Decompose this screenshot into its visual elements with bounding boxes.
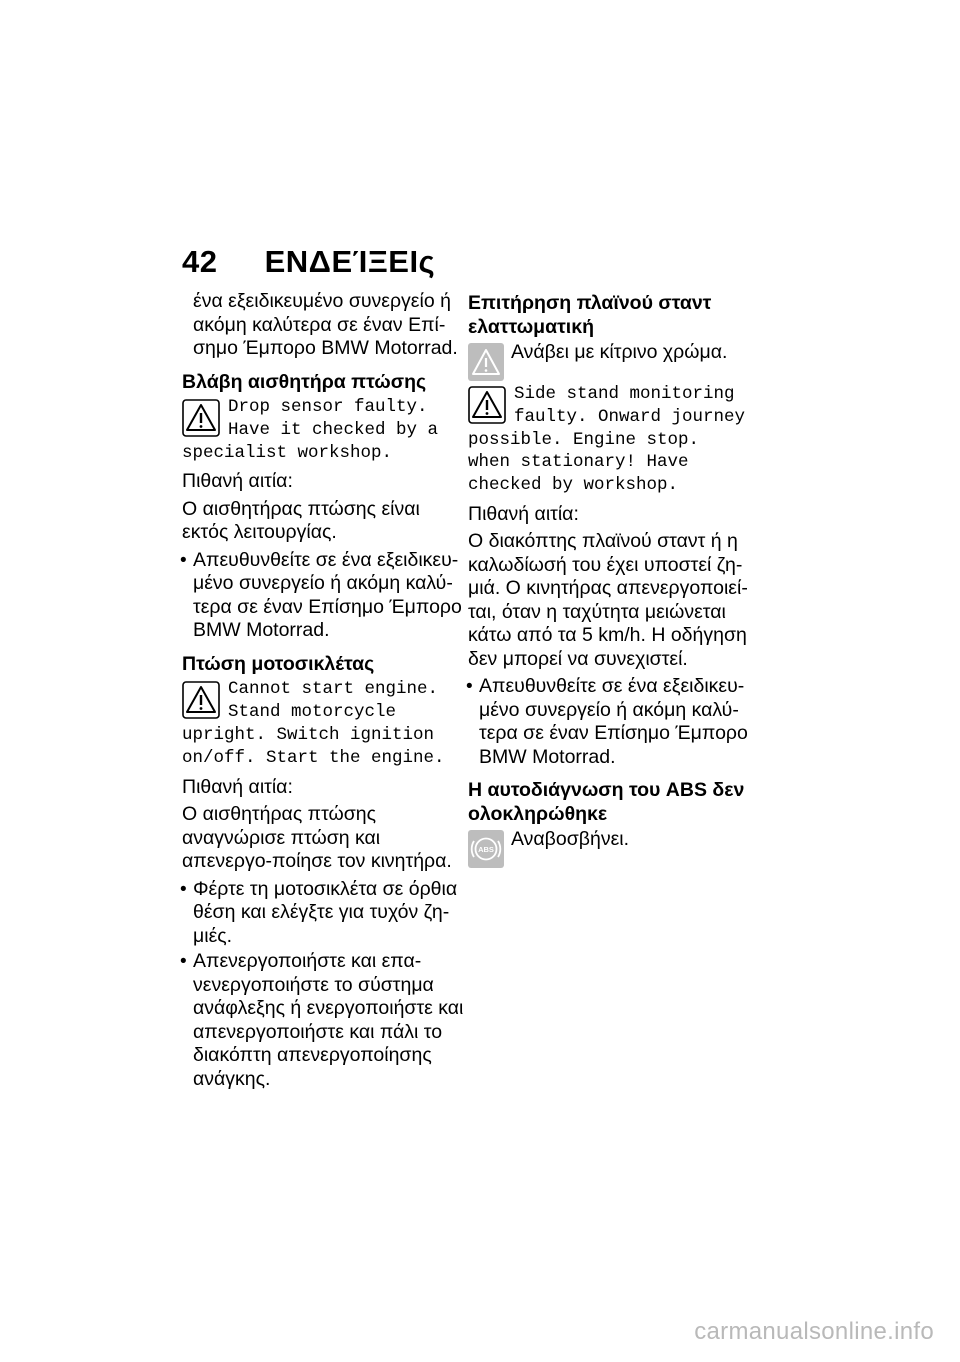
warning-light-icon <box>468 343 504 381</box>
cause-label: Πιθανή αιτία: <box>182 775 293 798</box>
fall-message: Cannot start engine. Stand motorcycle upright. Switch ignition on/off. Start the engine. <box>182 679 445 768</box>
cause-text: Ο διακόπτης πλαϊνού σταντ ή η καλωδίωσή του έχει υποστεί ζη-μιά. Ο κινητήρας απενεργοποιεί-ται, όταν η ταχύτητα μειώνεται κάτω από τα 5 km/h. Η οδήγηση δεν μπορεί να συνεχιστεί. <box>468 530 748 670</box>
action-list <box>182 549 464 643</box>
action-list <box>182 878 464 1092</box>
svg-text:ABS: ABS <box>478 845 494 855</box>
warning-triangle-icon <box>182 399 220 437</box>
watermark: carmanualsonline.info <box>694 1318 934 1345</box>
list-item: • Απευθυνθείτε σε ένα εξειδικευ-μένο συνεργείο ή ακόμη καλύ-τερα σε έναν Επίσημο Έμπορο BMW Motorrad. <box>468 675 750 769</box>
abs-heading: Η αυτοδιάγνωση του ABS δεν ολοκληρώθηκε <box>468 779 745 825</box>
page-number: 42 <box>182 244 218 279</box>
cause-label: Πιθανή αιτία: <box>468 502 579 525</box>
warning-triangle-icon <box>468 386 506 424</box>
side-stand-light: Ανάβει με κίτρινο χρώμα. <box>468 341 750 365</box>
drop-sensor-heading: Βλάβη αισθητήρα πτώσης <box>182 370 427 393</box>
cause-text: Ο αισθητήρας πτώσης αναγνώρισε πτώση και απενεργο-ποίησε τον κινητήρα. <box>182 803 452 873</box>
action-list <box>468 675 750 769</box>
list-item: • Απενεργοποιήστε και επα-νενεργοποιήστε το σύστημα ανάφλεξης ή ενεργοποιήστε και απενεργοποιήστε και πάλι το διακόπτη απενεργοποίησης ανάγκης. <box>182 950 464 1091</box>
right-column <box>468 290 750 870</box>
warning-triangle-icon <box>182 681 220 719</box>
list-item: • Φέρτε τη μοτοσικλέτα σε όρθια θέση και ελέγξτε για τυχόν ζη-μιές. <box>182 878 464 949</box>
list-item: • Απευθυνθείτε σε ένα εξειδικευ-μένο συνεργείο ή ακόμη καλύ-τερα σε έναν Επίσημο Έμπορο BMW Motorrad. <box>182 549 464 643</box>
side-stand-message: Side stand monitoring faulty. Onward journey possible. Engine stop. when stationary! Have checked by workshop. <box>468 384 746 496</box>
page-header <box>182 244 435 280</box>
intro-text: ένα εξειδικευμένο συνεργείο ή ακόμη καλύτερα σε έναν Επί-σημο Έμπορο BMW Motorrad. <box>193 290 458 359</box>
fall-heading: Πτώση μοτοσικλέτας <box>182 652 375 675</box>
abs-light: ABS Αναβοσβήνει. <box>468 828 750 852</box>
cause-text: Ο αισθητήρας πτώσης είναι εκτός λειτουργίας. <box>182 497 420 544</box>
left-column <box>182 290 464 1095</box>
drop-sensor-message: Drop sensor faulty. Have it checked by a specialist workshop. <box>182 397 439 463</box>
cause-label: Πιθανή αιτία: <box>182 470 293 493</box>
side-stand-heading: Επιτήρηση πλαϊνού σταντ ελαττωματική <box>468 292 712 338</box>
page-title: ΕΝΔΕΊΞΕΙς <box>264 244 436 279</box>
abs-warning-icon <box>468 830 504 868</box>
